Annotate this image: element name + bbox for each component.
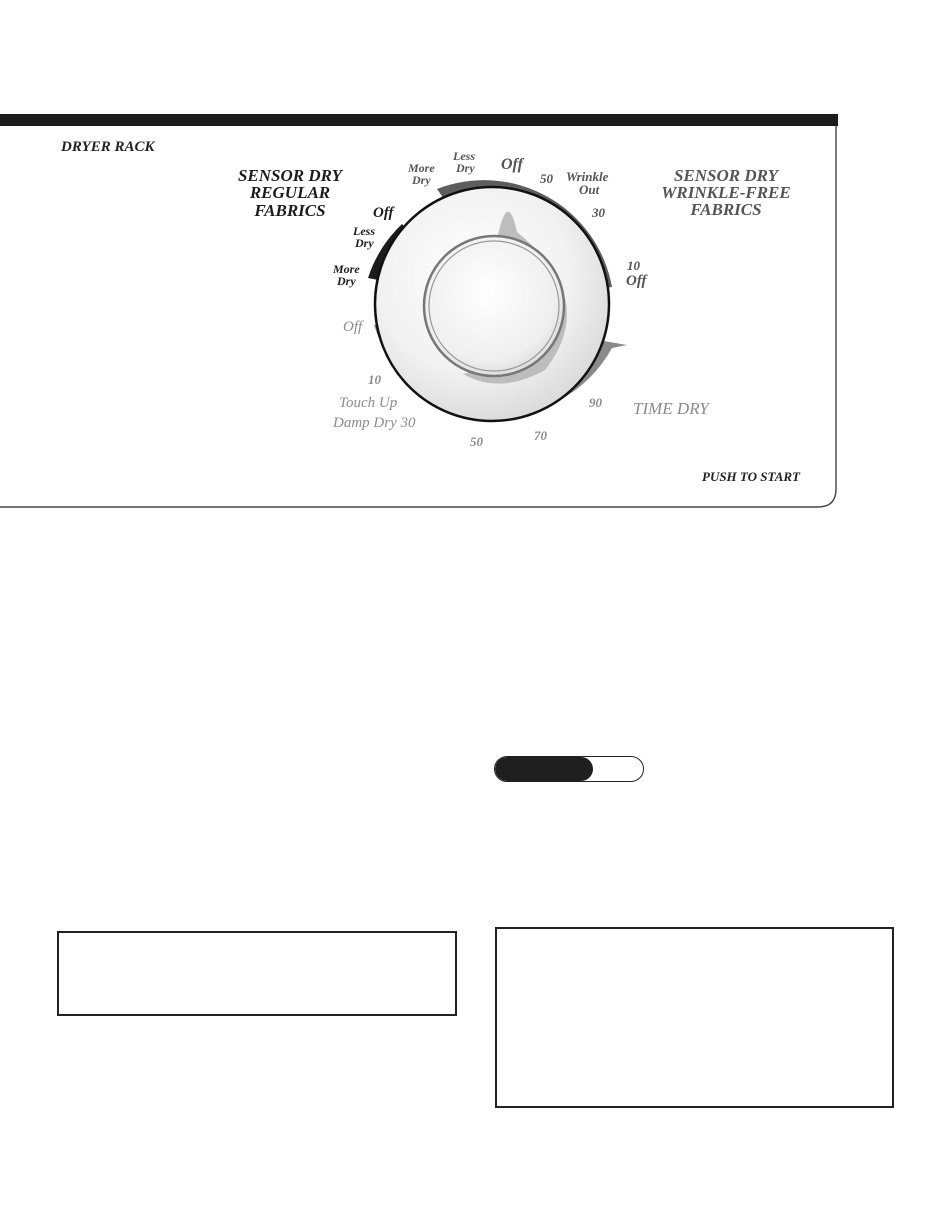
heading-line: SENSOR DRY <box>237 166 343 185</box>
time-dry-heading: TIME DRY <box>633 399 709 418</box>
time-off-label: Off <box>343 319 363 335</box>
wrinkle-30-label: 30 <box>592 205 605 220</box>
push-to-start-label: PUSH TO START <box>702 469 801 484</box>
wrinkle-off-label: Off <box>501 156 523 173</box>
wrinkle-10-label: 10 <box>627 258 640 273</box>
time-90-label: 90 <box>589 395 602 410</box>
dryer-control-panel <box>0 0 950 560</box>
time-10-label: 10 <box>368 372 381 387</box>
regular-less-dry-label: Dry <box>355 236 374 250</box>
time-50-label: 50 <box>470 434 483 449</box>
regular-more-dry-label: More <box>333 262 360 276</box>
dryer-rack-label: DRYER RACK <box>61 139 155 155</box>
regular-off-label: Off <box>373 205 394 221</box>
heading-line: FABRICS <box>254 201 326 220</box>
panel-top-band <box>0 114 838 126</box>
heading-line: REGULAR <box>249 183 331 202</box>
regular-less-dry-label: Less <box>353 224 375 238</box>
wrinkle-less-dry-label: Less <box>453 149 475 163</box>
wrinkle-50-label: 50 <box>540 171 553 186</box>
time-70-label: 70 <box>534 428 547 443</box>
wrinkle-more-dry-label: More <box>408 161 435 175</box>
time-touch-up-label: Touch Up <box>339 395 398 411</box>
sensor-wrinkle-heading <box>661 166 790 219</box>
callout-box-left <box>57 931 457 1016</box>
callout-box-right <box>495 927 894 1108</box>
wrinkle-out-label: Out <box>579 182 600 197</box>
regular-more-dry-label: Dry <box>337 274 356 288</box>
wrinkle-off-end-label: Off <box>626 273 647 289</box>
knob[interactable] <box>424 236 564 376</box>
wrinkle-out-label: Wrinkle <box>566 169 609 184</box>
heading-line: SENSOR DRY <box>673 166 779 185</box>
time-damp-dry-label: Damp Dry 30 <box>333 415 416 431</box>
wrinkle-more-dry-label: Dry <box>412 173 431 187</box>
heading-line: WRINKLE-FREE <box>661 183 791 202</box>
status-indicator-bar <box>494 756 644 782</box>
sensor-regular-heading <box>238 166 344 220</box>
heading-line: FABRICS <box>690 200 762 219</box>
wrinkle-less-dry-label: Dry <box>456 161 475 175</box>
status-indicator-fill <box>495 757 593 781</box>
